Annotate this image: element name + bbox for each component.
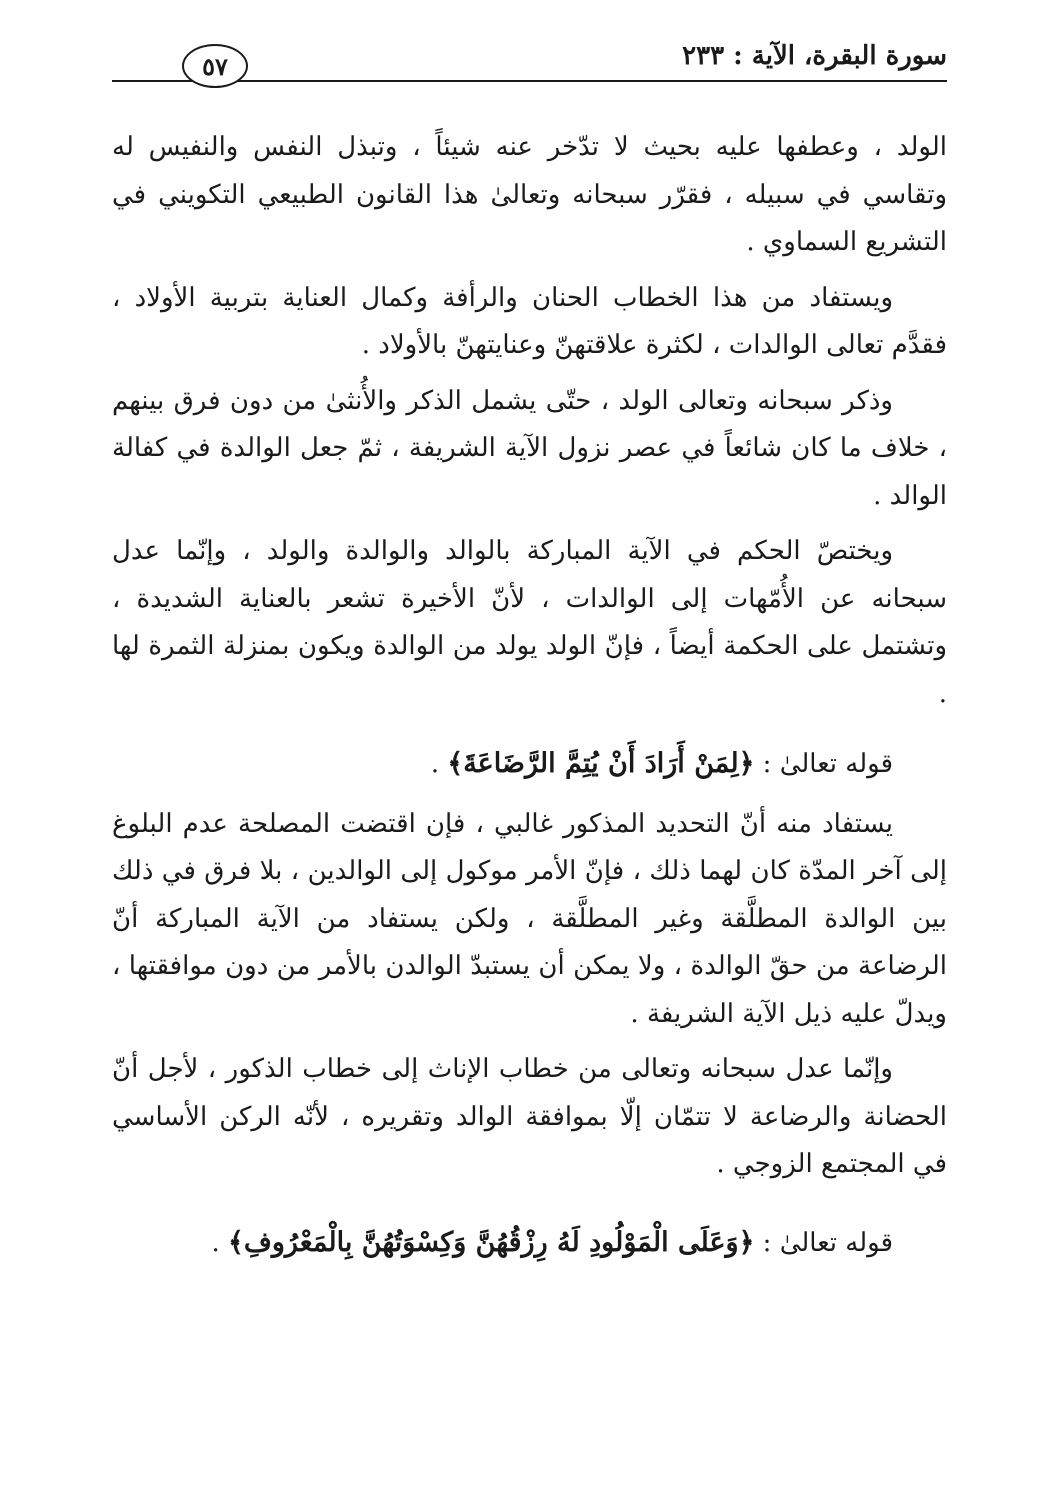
page-number-badge: ٥٧	[182, 44, 248, 88]
page-header	[112, 30, 947, 88]
verse-intro: قوله تعالىٰ :	[754, 1227, 893, 1258]
paragraph: ويختصّ الحكم في الآية المباركة بالوالد والوالدة والولد ، وإنّما عدل سبحانه عن الأُمّهات إلى الوالدات ، لأنّ الأخيرة تشعر بالعناية الشديدة ، وتشتمل على الحكمة أيضاً ، فإنّ الولد يولد من الوالدة ويكون بمنزلة الثمرة لها .	[112, 536, 947, 709]
quran-verse: ﴿لِمَنْ أَرَادَ أَنْ يُتِمَّ الرَّضَاعَةَ﴾	[447, 748, 755, 779]
verse-end: .	[211, 1227, 229, 1258]
verse-end: .	[430, 749, 448, 779]
verse-heading	[112, 1219, 947, 1268]
verse-heading	[112, 740, 947, 789]
paragraph: وإنّما عدل سبحانه وتعالى من خطاب الإناث إلى خطاب الذكور ، لأجل أنّ الحضانة والرضاعة لا تتمّان إلّا بموافقة الوالد وتقريره ، لأنّه الركن الأساسي في المجتمع الزوجي .	[112, 1054, 947, 1179]
paragraph: يستفاد منه أنّ التحديد المذكور غالبي ، فإن اقتضت المصلحة عدم البلوغ إلى آخر المدّة كان لهما ذلك ، فإنّ الأمر موكول إلى الوالدين ، بلا فرق في ذلك بين الوالدة المطلَّقة وغير المطلَّقة ، ولكن يستفاد من الآية المباركة أنّ الرضاعة من حقّ الوالدة ، ولا يمكن أن يستبدّ الوالدن بالأمر من دون موافقتها ، ويدلّ عليه ذيل الآية الشريفة .	[112, 808, 947, 1029]
running-title: سورة البقرة، الآية : ٢٣٣	[682, 41, 947, 71]
paragraph: ويستفاد من هذا الخطاب الحنان والرأفة وكمال العناية بتربية الأولاد ، فقدَّم تعالى الوالدات ، لكثرة علاقتهنّ وعنايتهنّ بالأولاد .	[112, 282, 947, 360]
page-body	[112, 124, 947, 1279]
paragraph: الولد ، وعطفها عليه بحيث لا تدّخر عنه شيئاً ، وتبذل النفس والنفيس له وتقاسي في سبيله ، فقرّر سبحانه وتعالىٰ هذا القانون الطبيعي التكويني في التشريع السماوي .	[112, 132, 947, 257]
quran-verse: ﴿وَعَلَى الْمَوْلُودِ لَهُ رِزْقُهُنَّ وَكِسْوَتُهُنَّ بِالْمَعْرُوفِ﴾	[228, 1226, 755, 1258]
verse-intro: قوله تعالىٰ :	[754, 749, 893, 779]
paragraph: وذكر سبحانه وتعالى الولد ، حتّى يشمل الذكر والأُنثىٰ من دون فرق بينهم ، خلاف ما كان شائعاً في عصر نزول الآية الشريفة ، ثمّ جعل الوالدة في كفالة الوالد .	[112, 385, 947, 511]
